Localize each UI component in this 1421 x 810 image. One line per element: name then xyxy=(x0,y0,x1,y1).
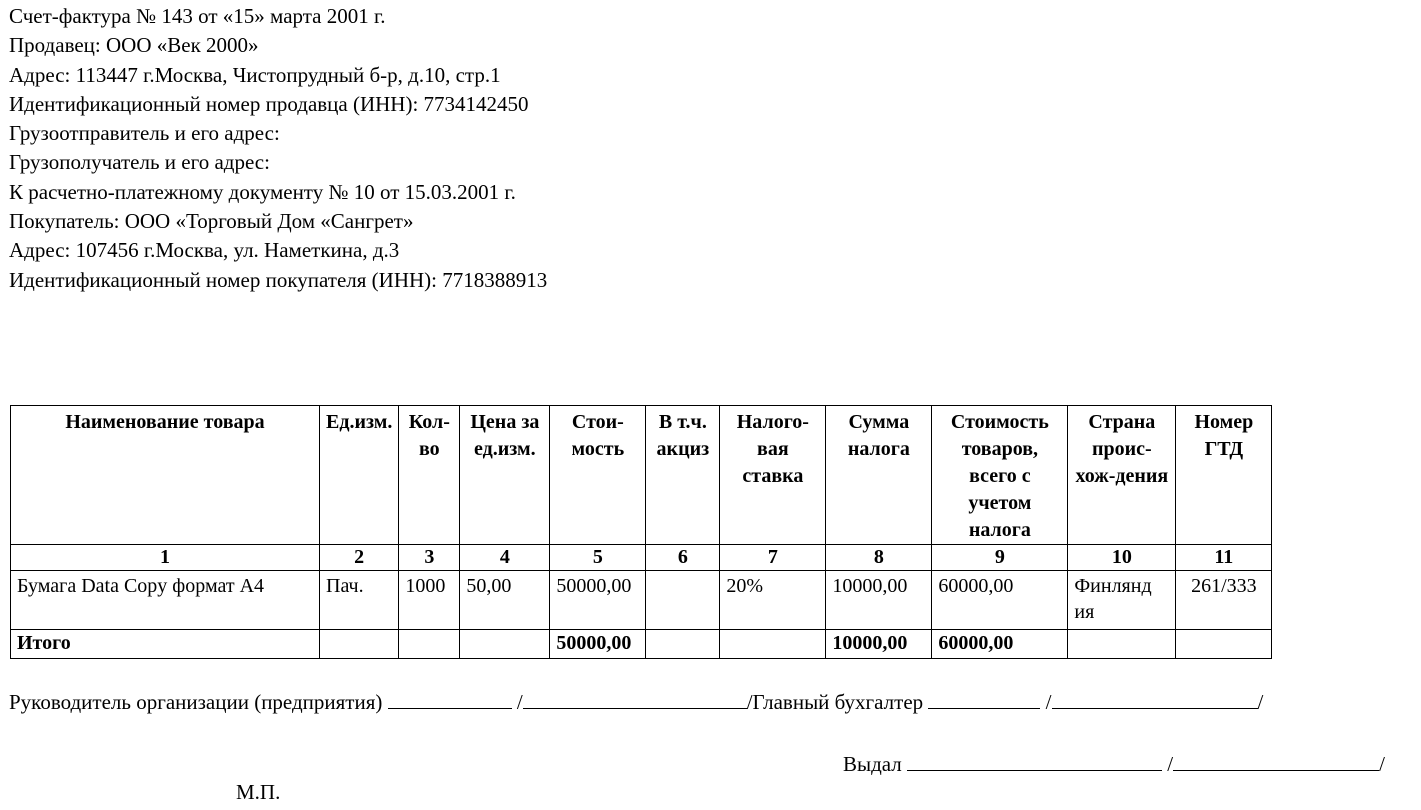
cell-qty: 1000 xyxy=(399,571,460,630)
signature-line-issued xyxy=(843,752,1385,777)
slash: / xyxy=(1167,752,1174,776)
shipper: Грузоотправитель и его адрес: xyxy=(9,121,280,146)
header-name: Наименование товара xyxy=(11,406,320,545)
cell-total: 60000,00 xyxy=(932,571,1068,630)
totals-cost: 50000,00 xyxy=(550,630,646,659)
director-name-field xyxy=(523,690,747,709)
slash: / xyxy=(1045,690,1052,714)
issued-name-field xyxy=(1173,752,1379,771)
header-country: Страна проис-хож-дения xyxy=(1068,406,1176,545)
issued-signature-field xyxy=(907,752,1162,771)
header-gtd: Номер ГТД xyxy=(1176,406,1272,545)
cell-rate: 20% xyxy=(720,571,826,630)
header-tax: Сумма налога xyxy=(826,406,932,545)
slash: / xyxy=(516,690,523,714)
seller: Продавец: ООО «Век 2000» xyxy=(9,33,259,58)
director-signature-field xyxy=(388,690,512,709)
cell-price: 50,00 xyxy=(460,571,550,630)
table-header-row xyxy=(11,406,1272,545)
invoice-title: Счет-фактура № 143 от «15» марта 2001 г. xyxy=(9,4,386,28)
totals-label: Итого xyxy=(11,630,320,659)
header-unit: Ед.изм. xyxy=(320,406,399,545)
header-rate: Налого-вая ставка xyxy=(720,406,826,545)
column-numbers-row xyxy=(11,545,1272,571)
consignee: Грузополучатель и его адрес: xyxy=(9,150,270,175)
column-number: 3 xyxy=(399,545,460,571)
totals-total: 60000,00 xyxy=(932,630,1068,659)
column-number: 11 xyxy=(1176,545,1272,571)
column-number: 2 xyxy=(320,545,399,571)
column-number: 1 xyxy=(11,545,320,571)
cell-unit: Пач. xyxy=(320,571,399,630)
buyer-inn: Идентификационный номер покупателя (ИНН): 7718388913 xyxy=(9,267,548,292)
slash: / xyxy=(1257,690,1264,714)
totals-tax: 10000,00 xyxy=(826,630,932,659)
invoice-table xyxy=(10,405,1272,659)
stamp-place: М.П. xyxy=(236,780,281,804)
accountant-name-field xyxy=(1052,690,1258,709)
buyer-address: Адрес: 107456 г.Москва, ул. Наметкина, д.3 xyxy=(9,238,400,263)
cell-excise xyxy=(646,571,720,630)
totals-row xyxy=(11,630,1272,659)
header-total: Стоимость товаров, всего с учетом налога xyxy=(932,406,1068,545)
column-number: 9 xyxy=(932,545,1068,571)
cell-cost: 50000,00 xyxy=(550,571,646,630)
accountant-label: /Главный бухгалтер xyxy=(746,690,924,714)
cell-gtd: 261/333 xyxy=(1176,571,1272,630)
buyer: Покупатель: ООО «Торговый Дом «Сангрет» xyxy=(9,209,414,234)
column-number: 10 xyxy=(1068,545,1176,571)
invoice-header xyxy=(9,2,547,295)
accountant-signature-field xyxy=(928,690,1040,709)
column-number: 7 xyxy=(720,545,826,571)
seller-address: Адрес: 113447 г.Москва, Чистопрудный б-р, д.10, стр.1 xyxy=(9,62,501,87)
cell-name: Бумага Data Copy формат А4 xyxy=(11,571,320,630)
signature-line-director xyxy=(9,690,1263,715)
header-price: Цена за ед.изм. xyxy=(460,406,550,545)
cell-country: Финлянд ия xyxy=(1068,571,1176,630)
payment-document: К расчетно-платежному документу № 10 от 15.03.2001 г. xyxy=(9,179,516,204)
slash: / xyxy=(1379,752,1385,776)
column-number: 5 xyxy=(550,545,646,571)
column-number: 8 xyxy=(826,545,932,571)
header-qty: Кол-во xyxy=(399,406,460,545)
column-number: 4 xyxy=(460,545,550,571)
issued-label: Выдал xyxy=(843,752,902,776)
director-label: Руководитель организации (предприятия) xyxy=(9,690,383,714)
cell-tax: 10000,00 xyxy=(826,571,932,630)
column-number: 6 xyxy=(646,545,720,571)
seller-inn: Идентификационный номер продавца (ИНН): 7734142450 xyxy=(9,91,529,116)
header-excise: В т.ч. акциз xyxy=(646,406,720,545)
table-row xyxy=(11,571,1272,630)
header-cost: Стои-мость xyxy=(550,406,646,545)
